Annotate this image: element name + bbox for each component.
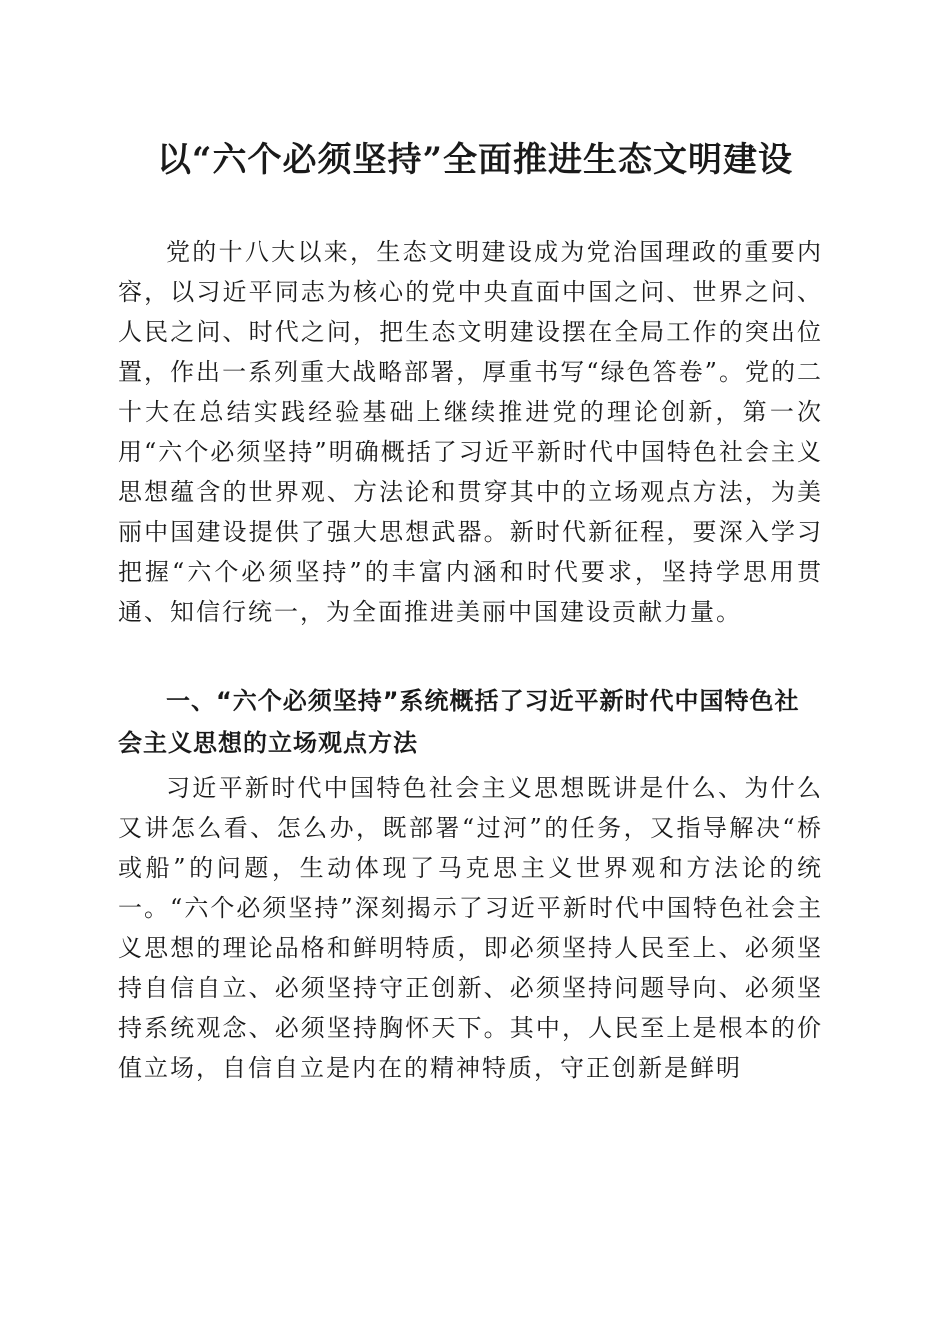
section-paragraph: 习近平新时代中国特色社会主义思想既讲是什么、为什么又讲怎么看、怎么办，既部署“过河”的任务，又指导解决“桥或船”的问题，生动体现了马克思主义世界观和方法论的统一。“六个必须坚持”深刻揭示了习近平新时代中国特色社会主义思想的理论品格和鲜明特质，即必须坚持人民至上、必须坚持自信自立、必须坚持守正创新、必须坚持问题导向、必须坚持系统观念、必须坚持胸怀天下。其中，人民至上是根本的价值立场，自信自立是内在的精神特质，守正创新是鲜明 [118, 774, 823, 1082]
document-title: 以“六个必须坚持”全面推进生态文明建设 [156, 140, 794, 180]
intro-paragraph: 党的十八大以来，生态文明建设成为党治国理政的重要内容，以习近平同志为核心的党中央直面中国之问、世界之问、人民之问、时代之问，把生态文明建设摆在全局工作的突出位置，作出一系列重大战略部署，厚重书写“绿色答卷”。党的二十大在总结实践经验基础上继续推进党的理论创新，第一次用“六个必须坚持”明确概括了习近平新时代中国特色社会主义思想蕴含的世界观、方法论和贯穿其中的立场观点方法，为美丽中国建设提供了强大思想武器。新时代新征程，要深入学习把握“六个必须坚持”的丰富内涵和时代要求，坚持学思用贯通、知信行统一，为全面推进美丽中国建设贡献力量。 [118, 238, 823, 626]
section-heading: 一、“六个必须坚持”系统概括了习近平新时代中国特色社会主义思想的立场观点方法 [118, 687, 800, 757]
